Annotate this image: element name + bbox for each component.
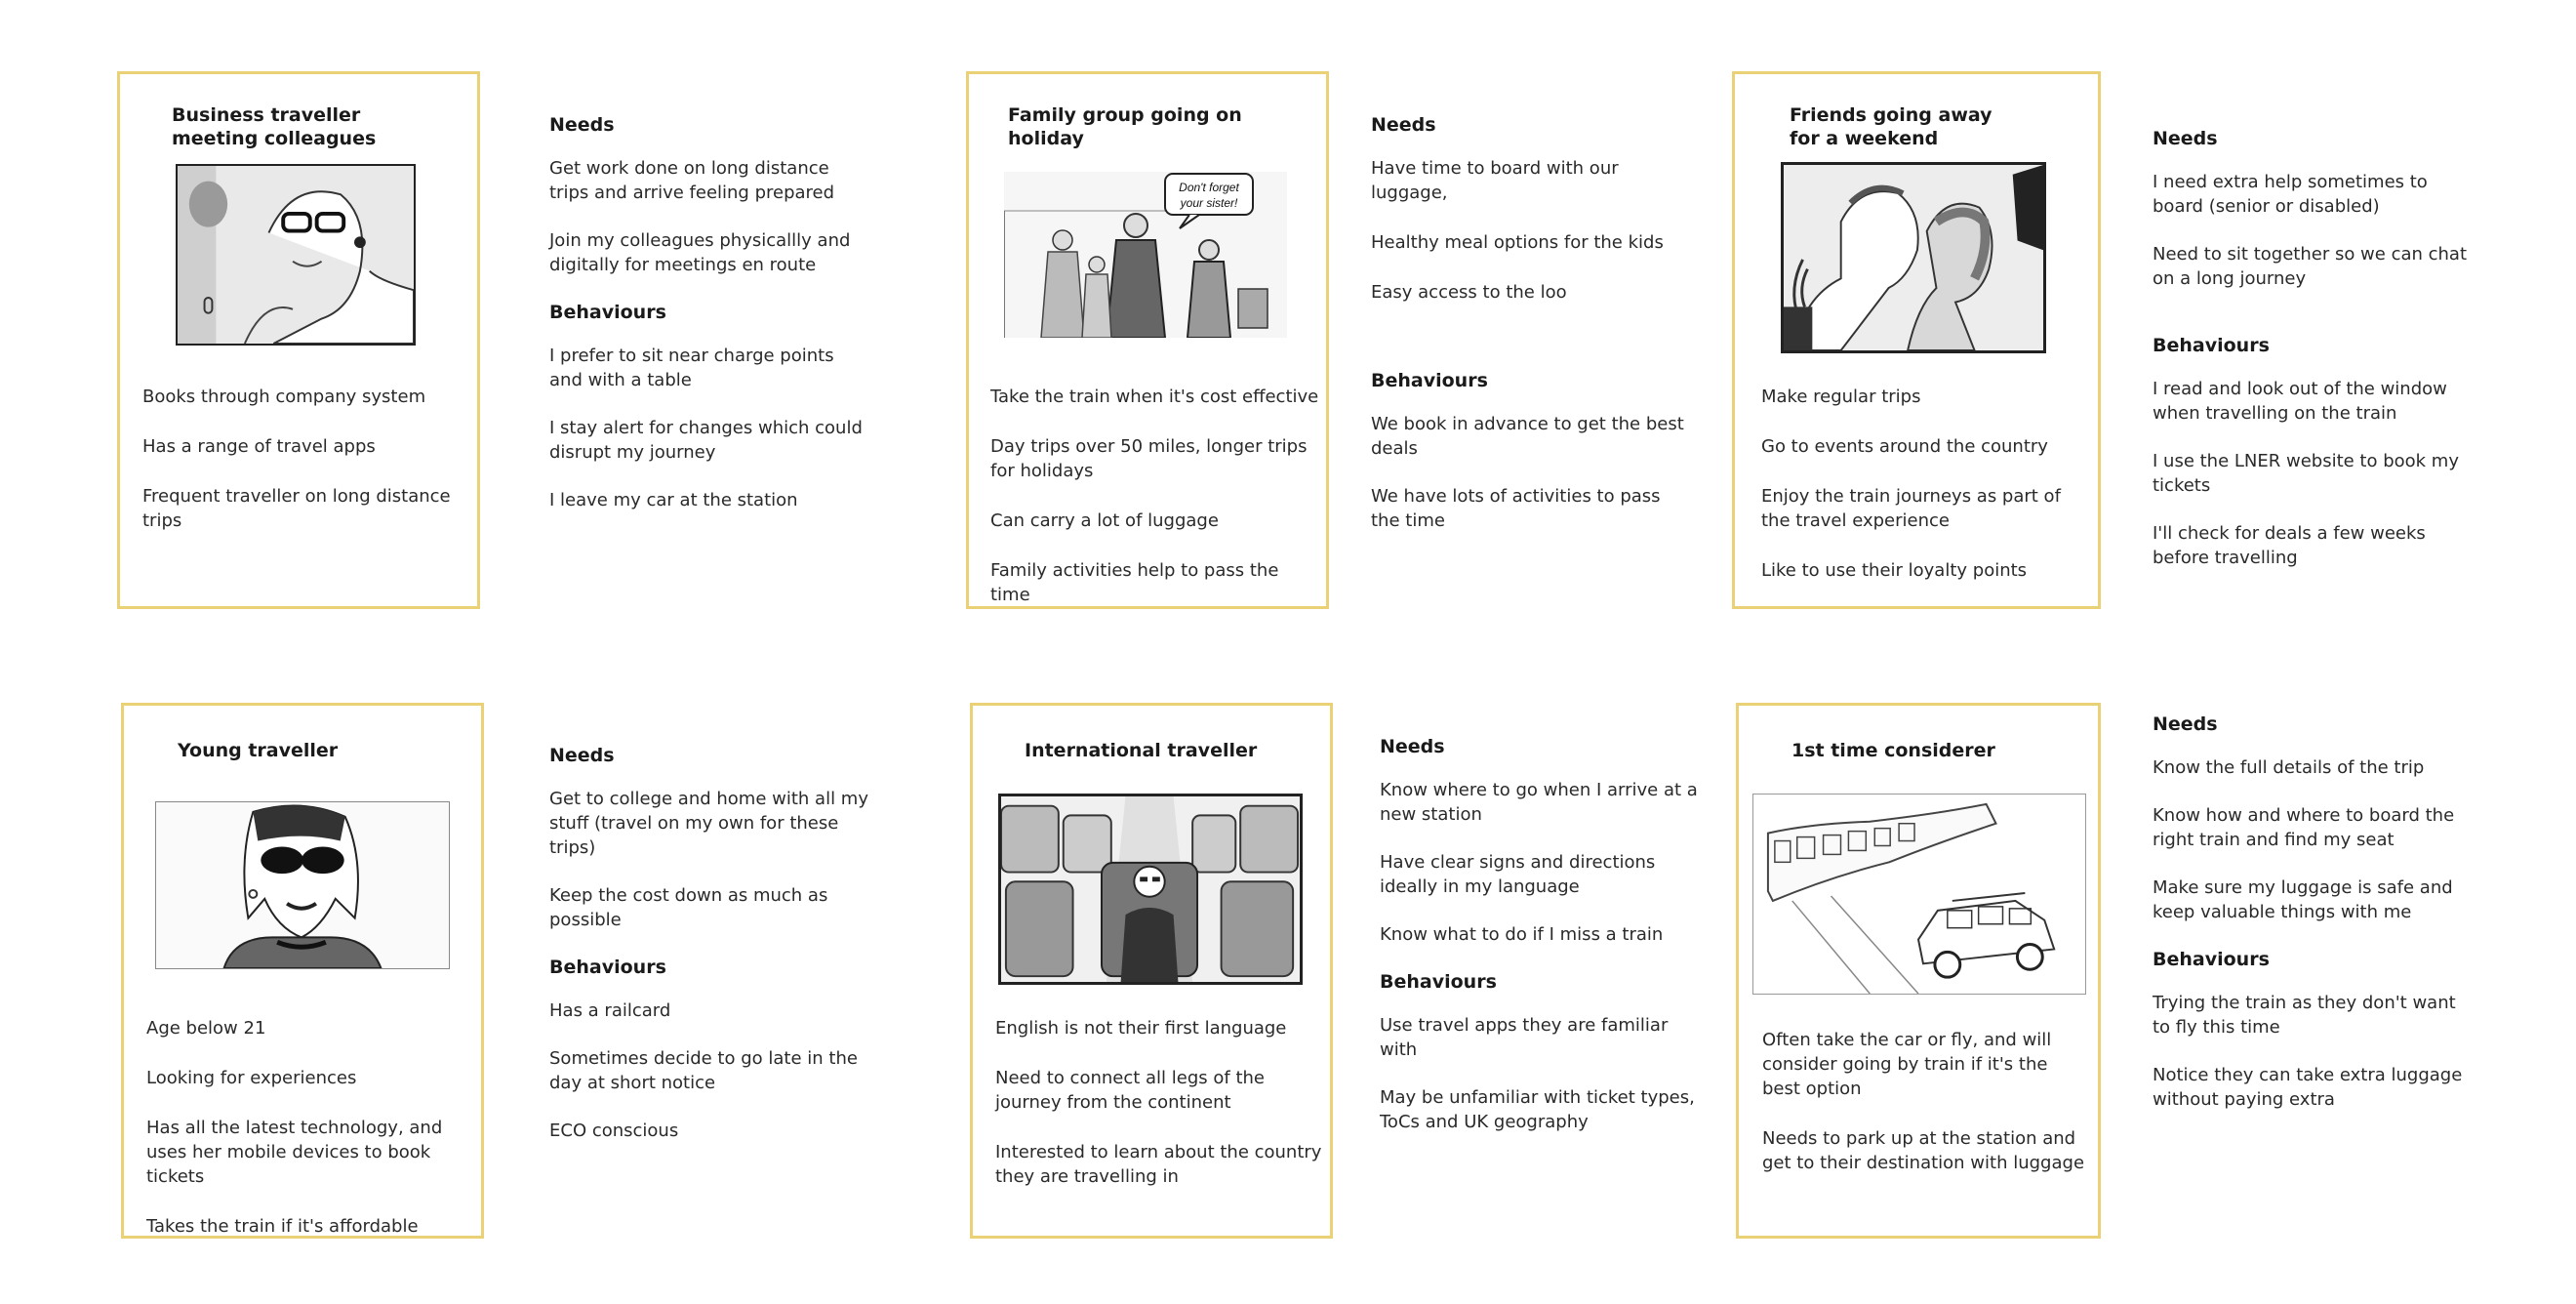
list-item: Looking for experiences xyxy=(146,1068,357,1088)
list-item: Need to sit together so we can chat on a long journey xyxy=(2153,244,2468,289)
persona-traits-list xyxy=(142,385,464,558)
list-item: Make sure my luggage is safe and keep valuable things with me xyxy=(2153,877,2453,922)
list-item: Have time to board with our luggage, xyxy=(1371,158,1619,203)
behaviours-heading: Behaviours xyxy=(2153,335,2270,356)
persona-needs-behaviours xyxy=(549,113,871,536)
train-and-car-illustration xyxy=(1752,794,2086,995)
needs-heading: Needs xyxy=(2153,713,2218,735)
list-item: Frequent traveller on long distance trips xyxy=(142,486,451,531)
needs-heading: Needs xyxy=(2153,128,2218,149)
list-item: Often take the car or fly, and will consider going by train if it's the best option xyxy=(1762,1030,2052,1099)
behaviours-heading: Behaviours xyxy=(2153,949,2270,970)
behaviours-heading: Behaviours xyxy=(1380,971,1497,993)
list-item: Family activities help to pass the time xyxy=(990,560,1279,605)
list-item: Healthy meal options for the kids xyxy=(1371,232,1664,253)
persona-card-young-traveller xyxy=(121,703,484,1239)
list-item: Get work done on long distance trips and arrive feeling prepared xyxy=(549,158,835,203)
persona-needs-behaviours xyxy=(2153,127,2475,593)
list-item: Has a range of travel apps xyxy=(142,436,376,457)
list-item: We have lots of activities to pass the time xyxy=(1371,486,1661,531)
persona-needs-behaviours xyxy=(1371,113,1693,556)
list-item: Interested to learn about the country they are travelling in xyxy=(995,1142,1322,1187)
persona-card-business-traveller xyxy=(117,71,480,609)
list-item: Age below 21 xyxy=(146,1018,266,1039)
behaviours-heading: Behaviours xyxy=(549,957,666,978)
behaviours-heading: Behaviours xyxy=(549,302,666,323)
family-on-platform-illustration xyxy=(1004,172,1287,338)
list-item: Need to connect all legs of the journey from the continent xyxy=(995,1068,1265,1113)
persona-title: Business traveller meeting colleagues xyxy=(172,104,377,149)
woman-with-earbuds-illustration xyxy=(176,164,416,346)
persona-card-friends-weekend xyxy=(1732,71,2101,609)
list-item: I read and look out of the window when travelling on the train xyxy=(2153,379,2447,424)
list-item: Trying the train as they don't want to fly this time xyxy=(2153,993,2456,1038)
list-item: I leave my car at the station xyxy=(549,490,798,510)
list-item: I stay alert for changes which could disrupt my journey xyxy=(549,418,863,463)
list-item: Make regular trips xyxy=(1761,387,1921,407)
persona-card-first-time-considerer xyxy=(1736,703,2101,1239)
list-item: I use the LNER website to book my tickets xyxy=(2153,451,2459,496)
list-item: I prefer to sit near charge points and with a table xyxy=(549,346,834,390)
behaviours-heading: Behaviours xyxy=(1371,370,1488,391)
list-item: Keep the cost down as much as possible xyxy=(549,885,828,930)
list-item: Needs to park up at the station and get to their destination with luggage xyxy=(1762,1128,2085,1173)
list-item: Books through company system xyxy=(142,387,426,407)
needs-heading: Needs xyxy=(549,114,615,136)
list-item: ECO conscious xyxy=(549,1121,679,1141)
list-item: Takes the train if it's affordable xyxy=(146,1216,419,1237)
persona-traits-list xyxy=(1761,385,2083,608)
young-woman-sunglasses-illustration xyxy=(155,801,450,969)
persona-needs-behaviours xyxy=(549,744,871,1166)
list-item: Easy access to the loo xyxy=(1371,282,1567,303)
persona-traits-list xyxy=(146,1016,468,1264)
list-item: I need extra help sometimes to board (senior or disabled) xyxy=(2153,172,2428,217)
list-item: Can carry a lot of luggage xyxy=(990,510,1219,531)
svg-text:Don't forget: Don't forget xyxy=(1179,181,1239,194)
persona-traits-list xyxy=(995,1016,1327,1214)
persona-traits-list xyxy=(990,385,1322,632)
list-item: Use travel apps they are familiar with xyxy=(1380,1015,1669,1060)
friends-on-train-illustration xyxy=(1781,162,2046,353)
list-item: Get to college and home with all my stuff (travel on my own for these trips) xyxy=(549,789,868,858)
list-item: Day trips over 50 miles, longer trips for holidays xyxy=(990,436,1308,481)
persona-title: Young traveller xyxy=(178,740,339,761)
list-item: Like to use their loyalty points xyxy=(1761,560,2028,581)
needs-heading: Needs xyxy=(549,745,615,766)
persona-needs-behaviours xyxy=(1380,735,1702,1158)
list-item: Know the full details of the trip xyxy=(2153,757,2425,778)
list-item: Have clear signs and directions ideally in my language xyxy=(1380,852,1656,897)
list-item: Know where to go when I arrive at a new station xyxy=(1380,780,1698,825)
list-item: Join my colleagues physicallly and digitally for meetings en route xyxy=(549,230,851,275)
list-item: Notice they can take extra luggage without paying extra xyxy=(2153,1065,2463,1110)
list-item: May be unfamiliar with ticket types, ToCs and UK geography xyxy=(1380,1087,1695,1132)
list-item: Take the train when it's cost effective xyxy=(990,387,1319,407)
list-item: Go to events around the country xyxy=(1761,436,2048,457)
persona-title: Friends going away for a weekend xyxy=(1790,104,1992,149)
list-item: Know how and where to board the right train and find my seat xyxy=(2153,805,2455,850)
list-item: Know what to do if I miss a train xyxy=(1380,924,1664,945)
persona-traits-list xyxy=(1762,1028,2084,1201)
list-item: We book in advance to get the best deals xyxy=(1371,414,1684,459)
list-item: English is not their first language xyxy=(995,1018,1287,1039)
list-item: Sometimes decide to go late in the day at short notice xyxy=(549,1048,858,1093)
list-item: Enjoy the train journeys as part of the travel experience xyxy=(1761,486,2061,531)
persona-title: Family group going on holiday xyxy=(1008,104,1242,149)
man-in-train-carriage-illustration xyxy=(998,794,1303,985)
persona-needs-behaviours xyxy=(2153,713,2475,1135)
persona-title: 1st time considerer xyxy=(1791,740,1995,761)
persona-title: International traveller xyxy=(1025,740,1258,761)
needs-heading: Needs xyxy=(1371,114,1436,136)
list-item: Has all the latest technology, and uses her mobile devices to book tickets xyxy=(146,1118,443,1187)
needs-heading: Needs xyxy=(1380,736,1445,757)
list-item: I'll check for deals a few weeks before travelling xyxy=(2153,523,2426,568)
persona-card-international-traveller xyxy=(970,703,1333,1239)
persona-card-family-group xyxy=(966,71,1329,609)
svg-text:your sister!: your sister! xyxy=(1180,196,1238,210)
list-item: Has a railcard xyxy=(549,1000,671,1021)
